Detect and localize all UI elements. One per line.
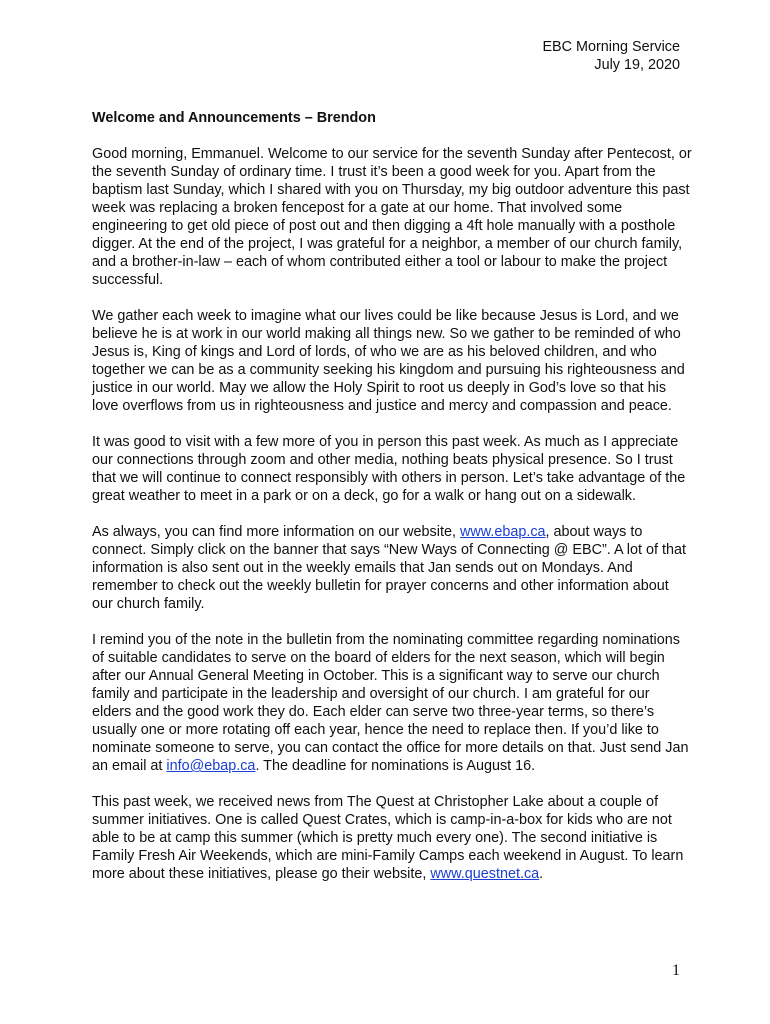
paragraph-website — [92, 523, 692, 613]
paragraph-quest-text-before: This past week, we received news from The Quest at Christopher Lake about a couple of summer initiatives. One is called Quest Crates, which is camp-in-a-box for kids who are not able to be at camp this summer (which is pretty much every one). The second initiative is Family Fresh Air Weekends, which are mini-Family Camps each weekend in August. To learn more about these initiatives, please go their website, — [92, 794, 684, 882]
service-date: July 19, 2020 — [594, 57, 680, 73]
paragraph-nominations-text-after: . The deadline for nominations is August 16. — [255, 758, 536, 774]
paragraph-nominations-text-before: I remind you of the note in the bulletin from the nominating committee regarding nominations of suitable candidates to serve on the board of elders for the next season, which will begin after our Annual General Meeting in October. This is a significant way to serve our church family and participate in the leadership and oversight of our church. I am grateful for our elders and the good work they do. Each elder can serve two three-year terms, so there’s usually one or more rotating off each year, hence the need to replace then. If you’d like to nominate someone to serve, you can contact the office for more details on that. Just send Jan an email at — [92, 632, 689, 774]
service-title: EBC Morning Service — [542, 39, 680, 55]
paragraph-visit: It was good to visit with a few more of you in person this past week. As much as I appreciate our connections through zoom and other media, nothing beats physical presence. So I trust that we will continue to connect responsibly with others in person. Let’s take advantage of the great weather to meet in a park or on a deck, go for a walk or hang out on a sidewalk. — [92, 434, 686, 504]
section-heading: Welcome and Announcements – Brendon — [92, 110, 376, 126]
website-link[interactable]: www.ebap.ca — [459, 524, 546, 540]
paragraph-quest-text-after: . — [539, 866, 544, 882]
paragraph-greeting: Good morning, Emmanuel. Welcome to our service for the seventh Sunday after Pentecost, or the seventh Sunday of ordinary time. I trust it’s been a good week for you. Apart from the baptism last Sunday, which I shared with you on Thursday, my big outdoor adventure this past week was replacing a broken fencepost for a gate at our home. That involved some engineering to get old piece of post out and then digging a 4ft hole manually with a posthole digger. At the end of the project, I was grateful for a neighbor, a member of our church family, and a brother-in-law – each of whom contributed either a tool or labour to make the project successful. — [92, 146, 692, 288]
paragraph-website-text-after: , about ways to connect. Simply click on the banner that says “New Ways of Connecting @ EBC”. A lot of that information is also sent out in the weekly emails that Jan sends out on Mondays. And remember to check out the weekly bulletin for prayer concerns and other information about our church family. — [92, 524, 686, 612]
page-number: 1 — [672, 962, 680, 979]
paragraph-nominations — [92, 631, 692, 775]
paragraph-gather: We gather each week to imagine what our lives could be like because Jesus is Lord, and we believe he is at work in our world making all things new. So we gather to be reminded of who Jesus is, King of kings and Lord of lords, of who we are as his beloved children, and who together we can be as a community seeking his kingdom and pursuing his righteousness and justice in our world. May we allow the Holy Spirit to root us deeply in God’s love so that his love overflows from us in righteousness and justice and mercy and compassion and peace. — [92, 308, 685, 414]
email-link[interactable]: info@ebap.ca — [166, 758, 256, 774]
document-header — [542, 38, 680, 74]
quest-website-link[interactable]: www.questnet.ca — [430, 866, 540, 882]
document-body — [92, 109, 692, 883]
paragraph-quest — [92, 793, 692, 883]
paragraph-website-text-before: As always, you can find more information on our website, — [92, 524, 460, 540]
